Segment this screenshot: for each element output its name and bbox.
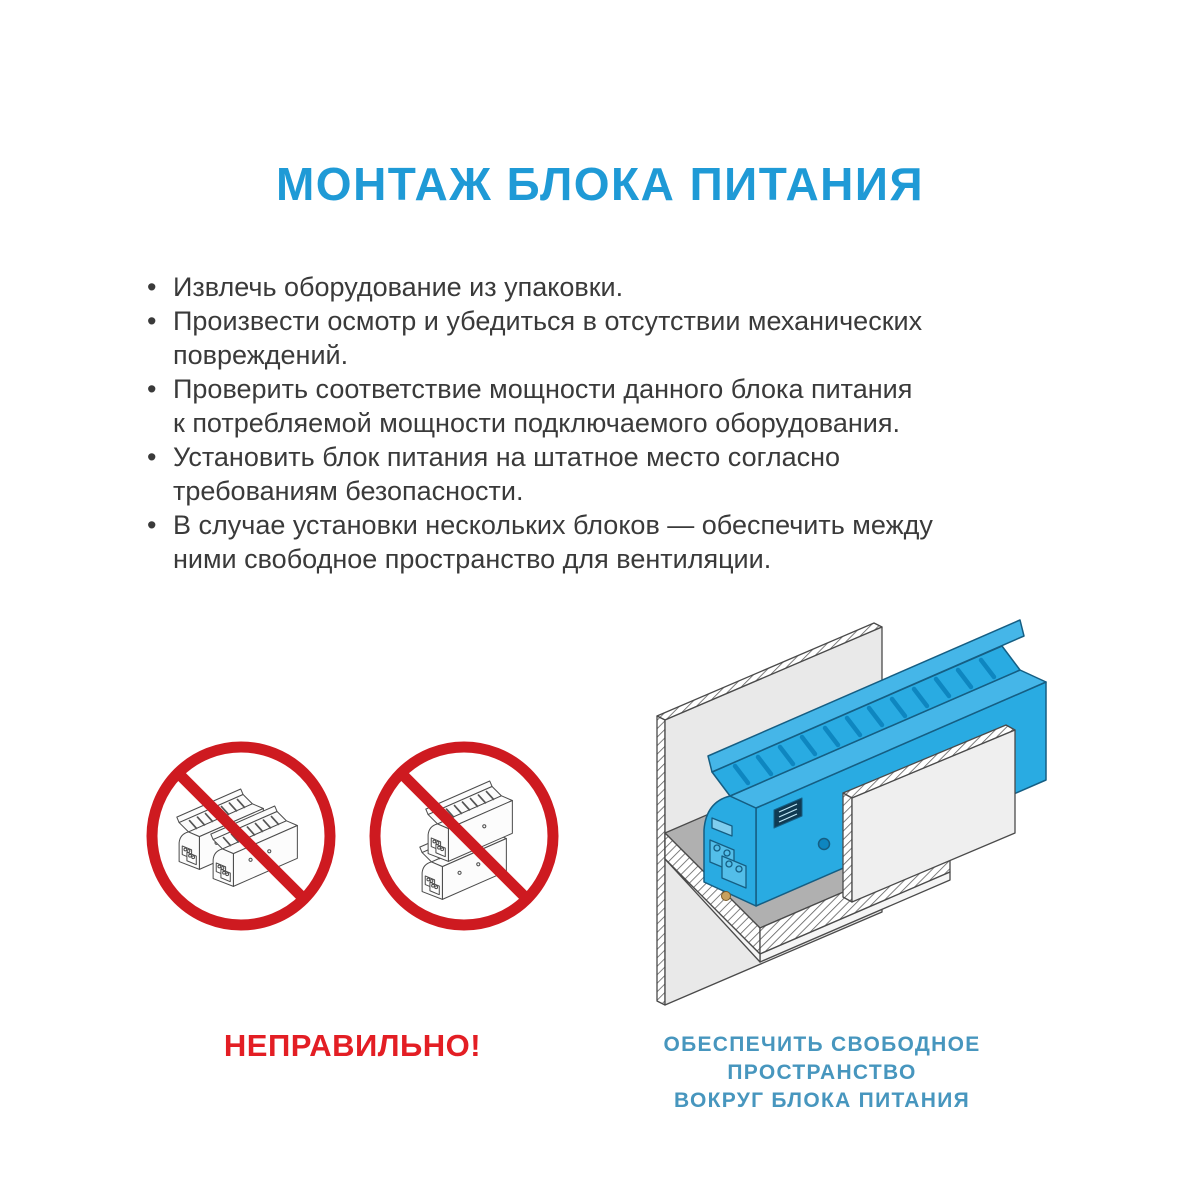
instruction-text: • Извлечь оборудование из упаковки. — [173, 272, 624, 302]
instruction-text: • Проверить соответствие мощности данного блока питания — [173, 374, 913, 404]
list-item: • Произвести осмотр и убедиться в отсутствии механических повреждений. — [146, 304, 1076, 372]
list-item: • Установить блок питания на штатное место согласно требованиям безопасности. — [146, 440, 1076, 508]
instruction-text: • Произвести осмотр и убедиться в отсутствии механических — [173, 306, 923, 336]
list-item: • В случае установки нескольких блоков — обеспечить между ними свободное пространство для вентиляции. — [146, 508, 1076, 576]
screw-hole — [819, 839, 830, 850]
illustration-caption — [580, 1031, 1064, 1115]
instruction-text: • Установить блок питания на штатное место согласно — [173, 442, 841, 472]
instruction-list — [146, 270, 1076, 576]
page-title: МОНТАЖ БЛОКА ПИТАНИЯ — [275, 158, 925, 210]
wrong-label: НЕПРАВИЛЬНО! — [223, 1028, 482, 1063]
caption-line: ВОКРУГ БЛОКА ПИТАНИЯ — [674, 1089, 970, 1112]
psu-mounting-illustration — [628, 596, 1068, 1046]
mounting-screw — [722, 892, 731, 901]
instruction-text: • В случае установки нескольких блоков — обеспечить между — [173, 510, 933, 540]
list-item — [146, 270, 1076, 304]
caption-line: ОБЕСПЕЧИТЬ СВОБОДНОЕ ПРОСТРАНСТВО — [663, 1033, 981, 1084]
prohibition-stacked-icon — [369, 741, 559, 931]
prohibition-side-by-side-icon — [146, 741, 336, 931]
list-item: • Проверить соответствие мощности данного блока питания к потребляемой мощности подключаемого оборудования. — [146, 372, 1076, 440]
